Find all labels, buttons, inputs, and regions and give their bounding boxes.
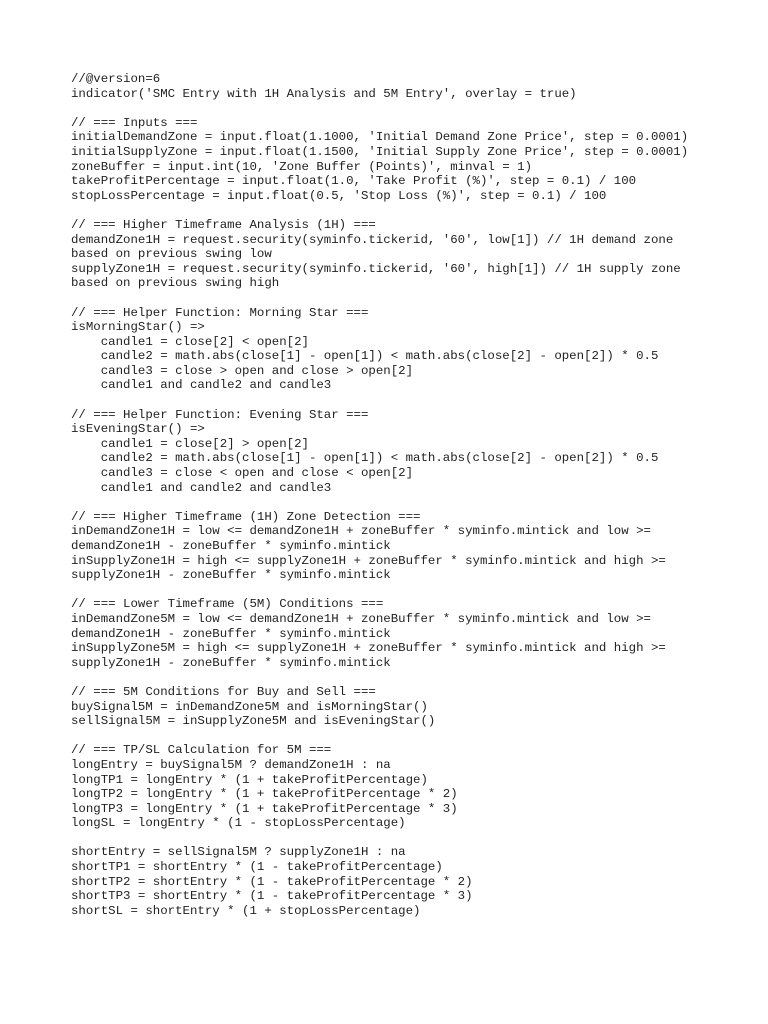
blank-line — [71, 583, 711, 598]
code-line: inSupplyZone5M = high <= supplyZone1H + zoneBuffer * syminfo.mintick and high >= — [71, 641, 666, 656]
code-line: inDemandZone5M = low <= demandZone1H + zoneBuffer * syminfo.mintick and low >= — [71, 611, 651, 626]
blank-line — [71, 831, 711, 846]
code-line: shortSL = shortEntry * (1 + stopLossPercentage) — [71, 903, 421, 918]
code-block — [71, 72, 711, 918]
code-line: // === Helper Function: Morning Star === — [71, 305, 369, 320]
code-line: // === Higher Timeframe Analysis (1H) === — [71, 217, 376, 232]
code-line: longTP2 = longEntry * (1 + takeProfitPercentage * 2) — [71, 787, 458, 802]
code-line: stopLossPercentage = input.float(0.5, 'Stop Loss (%)', step = 0.1) / 100 — [71, 188, 607, 203]
code-line: based on previous swing high — [71, 276, 280, 291]
code-line: supplyZone1H - zoneBuffer * syminfo.mintick — [71, 655, 391, 670]
code-line: shortTP1 = shortEntry * (1 - takeProfitPercentage) — [71, 860, 443, 875]
code-line: shortTP3 = shortEntry * (1 - takeProfitPercentage * 3) — [71, 889, 473, 904]
code-line: sellSignal5M = inSupplyZone5M and isEveningStar() — [71, 714, 436, 729]
code-line: isEveningStar() => — [71, 422, 205, 437]
code-line: takeProfitPercentage = input.float(1.0, 'Take Profit (%)', step = 0.1) / 100 — [71, 174, 637, 189]
code-line: demandZone1H - zoneBuffer * syminfo.mintick — [71, 539, 391, 553]
code-line: demandZone1H = request.security(syminfo.tickerid, '60', low[1]) // 1H demand zone — [71, 232, 674, 247]
code-line: demandZone1H - zoneBuffer * syminfo.mintick — [71, 626, 391, 641]
code-line: candle3 = close > open and close > open[2] — [71, 363, 414, 378]
code-line: longSL = longEntry * (1 - stopLossPercentage) — [71, 816, 406, 831]
blank-line — [71, 670, 711, 685]
code-line: initialSupplyZone = input.float(1.1500, 'Initial Supply Zone Price', step = 0.0001) — [71, 144, 689, 159]
blank-line — [71, 101, 711, 116]
code-line: // === Helper Function: Evening Star === — [71, 407, 369, 422]
code-line: inSupplyZone1H = high <= supplyZone1H + zoneBuffer * syminfo.mintick and high >= — [71, 553, 666, 568]
code-line: candle1 and candle2 and candle3 — [71, 378, 332, 393]
blank-line — [71, 203, 711, 218]
code-line: initialDemandZone = input.float(1.1000, 'Initial Demand Zone Price', step = 0.0001) — [71, 130, 689, 145]
code-line: supplyZone1H - zoneBuffer * syminfo.mintick — [71, 568, 391, 583]
code-line: // === Inputs === — [71, 115, 198, 130]
code-line: //@version=6 — [71, 72, 161, 86]
code-line: indicator('SMC Entry with 1H Analysis and 5M Entry', overlay = true) — [71, 86, 577, 101]
code-line: candle2 = math.abs(close[1] - open[1]) < math.abs(close[2] - open[2]) * 0.5 — [71, 451, 659, 466]
code-line: // === Lower Timeframe (5M) Conditions === — [71, 597, 384, 612]
code-line: isMorningStar() => — [71, 320, 205, 335]
code-line: // === Higher Timeframe (1H) Zone Detection === — [71, 509, 421, 524]
code-line: candle1 = close[2] < open[2] — [71, 334, 309, 349]
blank-line — [71, 291, 711, 306]
code-line: candle1 and candle2 and candle3 — [71, 480, 332, 495]
code-line: shortTP2 = shortEntry * (1 - takeProfitPercentage * 2) — [71, 874, 473, 889]
blank-line — [71, 495, 711, 510]
code-line: based on previous swing low — [71, 247, 272, 262]
code-line: longEntry = buySignal5M ? demandZone1H : na — [71, 757, 391, 772]
code-line: buySignal5M = inDemandZone5M and isMorningStar() — [71, 699, 428, 714]
code-line: longTP1 = longEntry * (1 + takeProfitPercentage) — [71, 772, 428, 787]
code-line: candle3 = close < open and close < open[2] — [71, 466, 414, 481]
code-line: candle2 = math.abs(close[1] - open[1]) < math.abs(close[2] - open[2]) * 0.5 — [71, 349, 659, 364]
code-line: supplyZone1H = request.security(syminfo.tickerid, '60', high[1]) // 1H supply zone — [71, 261, 681, 276]
code-line: longTP3 = longEntry * (1 + takeProfitPercentage * 3) — [71, 801, 458, 816]
code-line: zoneBuffer = input.int(10, 'Zone Buffer (Points)', minval = 1) — [71, 159, 533, 174]
blank-line — [71, 393, 711, 408]
blank-line — [71, 729, 711, 744]
code-line: shortEntry = sellSignal5M ? supplyZone1H : na — [71, 845, 406, 860]
code-line: // === 5M Conditions for Buy and Sell === — [71, 684, 376, 699]
code-line: // === TP/SL Calculation for 5M === — [71, 743, 332, 758]
code-line: candle1 = close[2] > open[2] — [71, 436, 309, 451]
code-line: inDemandZone1H = low <= demandZone1H + zoneBuffer * syminfo.mintick and low >= — [71, 524, 651, 539]
